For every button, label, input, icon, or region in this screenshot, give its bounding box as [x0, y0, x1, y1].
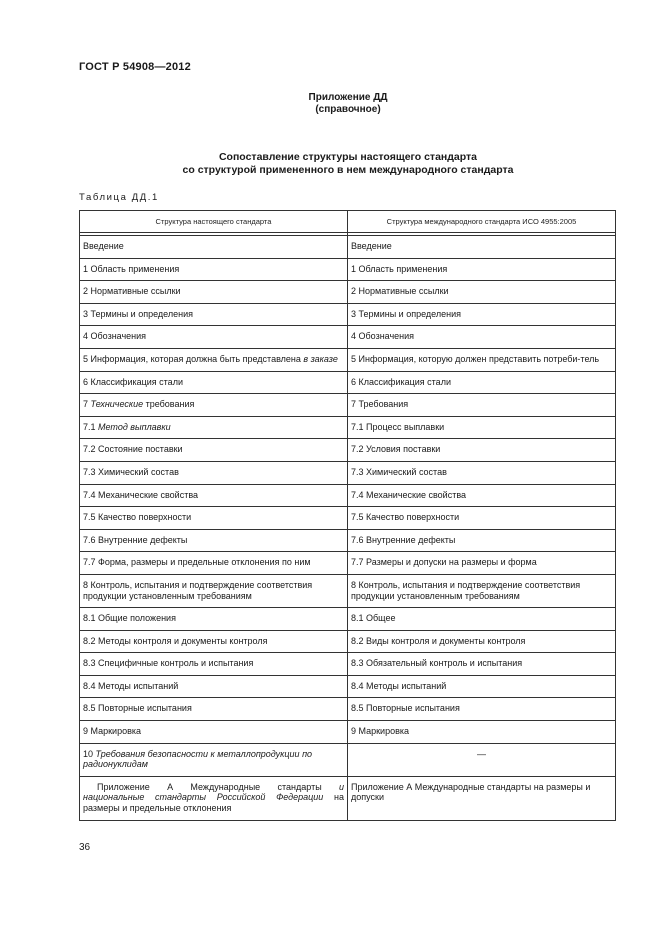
cell-text: 5 Информация, которая должна быть представлена: [83, 353, 304, 364]
cell-text: Введение: [83, 241, 124, 251]
table-row: [80, 529, 616, 552]
cell-text: 7.7 Размеры и допуски на размеры и форма: [351, 557, 537, 568]
cell-this-standard: [80, 698, 348, 721]
cell-this-standard: [80, 675, 348, 698]
cell-this-standard: [80, 461, 348, 484]
table-row: [80, 608, 616, 631]
cell-this-standard: [80, 258, 348, 281]
cell-international-standard: [348, 258, 616, 281]
table-row: [80, 776, 616, 820]
cell-international-standard: [348, 461, 616, 484]
table-header-row: [80, 211, 616, 233]
cell-text: 5 Информация, которую должен представить потреби-тель: [351, 353, 600, 364]
cell-text: 8.3 Специфичные контроль и испытания: [83, 658, 254, 669]
cell-text: 9 Маркировка: [83, 726, 142, 737]
cell-text: 2 Нормативные ссылки: [351, 286, 449, 297]
cell-this-standard: [80, 348, 348, 371]
cell-text: 3 Термины и определения: [83, 308, 193, 319]
cell-this-standard: [80, 371, 348, 394]
standard-designation: ГОСТ Р 54908—2012: [79, 61, 191, 73]
cell-text-italic: в заказе: [303, 353, 338, 364]
cell-text: 7: [83, 399, 91, 410]
cell-text: 7.3 Химический состав: [351, 466, 447, 477]
cell-text: 7 Требования: [351, 399, 409, 410]
cell-text-italic: Требования безопасности к металлопродукции по радионуклидам: [83, 748, 313, 770]
header-this-standard: Структура настоящего стандарта: [80, 211, 348, 233]
comparison-table: [79, 210, 616, 821]
cell-this-standard: [80, 574, 348, 607]
table-row: [80, 439, 616, 462]
table-row: [80, 653, 616, 676]
cell-text: 6 Классификация стали: [83, 376, 183, 387]
cell-text: на размеры и предельные отклонения: [83, 792, 344, 814]
cell-text: 4 Обозначения: [351, 331, 415, 342]
cell-this-standard: [80, 721, 348, 744]
cell-international-standard: [348, 776, 616, 820]
cell-international-standard: [348, 281, 616, 304]
cell-this-standard: [80, 439, 348, 462]
cell-text: 8.2 Виды контроля и документы контроля: [351, 635, 526, 646]
cell-this-standard: [80, 281, 348, 304]
cell-text: 7.4 Механические свойства: [351, 489, 467, 500]
cell-text: 7.2 Условия поставки: [351, 444, 441, 455]
title-line-2: со структурой примененного в нем международного стандарта: [182, 164, 514, 176]
cell-this-standard: [80, 416, 348, 439]
table-row: [80, 743, 616, 776]
cell-international-standard: [348, 698, 616, 721]
cell-text: 8.5 Повторные испытания: [83, 703, 192, 714]
table-row: [80, 303, 616, 326]
cell-this-standard: [80, 552, 348, 575]
cell-text: требования: [143, 399, 195, 410]
cell-text: 7.5 Качество поверхности: [351, 512, 460, 523]
page-number: 36: [79, 842, 91, 853]
cell-text: 8.5 Повторные испытания: [351, 703, 460, 714]
table-row: [80, 258, 616, 281]
table-row: [80, 416, 616, 439]
table-row: [80, 281, 616, 304]
cell-this-standard: [80, 776, 348, 820]
cell-international-standard: [348, 507, 616, 530]
table-row: [80, 721, 616, 744]
table-row: [80, 236, 616, 259]
cell-text: 7.6 Внутренние дефекты: [351, 534, 456, 545]
table-row: [80, 698, 616, 721]
cell-text: 8.1 Общие положения: [83, 613, 176, 624]
cell-this-standard: [80, 653, 348, 676]
cell-text: 7.5 Качество поверхности: [83, 512, 192, 523]
cell-text: 1 Область применения: [351, 263, 448, 274]
cell-text: 8.1 Общее: [351, 613, 396, 624]
cell-text: 8.4 Методы испытаний: [351, 680, 447, 691]
table-row: [80, 484, 616, 507]
cell-international-standard: [348, 439, 616, 462]
cell-text-italic: Метод выплавки: [98, 421, 171, 432]
cell-text: 7.2 Состояние поставки: [83, 444, 183, 455]
cell-text-italic: и национальные стандарты Российской Федерации: [83, 781, 344, 803]
cell-this-standard: [80, 394, 348, 417]
cell-international-standard: [348, 484, 616, 507]
cell-international-standard: [348, 630, 616, 653]
cell-international-standard: [348, 675, 616, 698]
cell-international-standard: [348, 721, 616, 744]
cell-text: 2 Нормативные ссылки: [83, 286, 181, 297]
cell-this-standard: [80, 608, 348, 631]
cell-international-standard: [348, 608, 616, 631]
cell-international-standard: [348, 416, 616, 439]
cell-text: —: [477, 748, 486, 759]
cell-international-standard: [348, 303, 616, 326]
cell-text: 4 Обозначения: [83, 331, 147, 342]
cell-this-standard: [80, 630, 348, 653]
cell-international-standard: [348, 552, 616, 575]
cell-text: 8.3 Обязательный контроль и испытания: [351, 658, 523, 669]
table-row: [80, 348, 616, 371]
table-row: [80, 507, 616, 530]
cell-international-standard: [348, 653, 616, 676]
cell-text: 9 Маркировка: [351, 726, 410, 737]
cell-text: 3 Термины и определения: [351, 308, 461, 319]
cell-text: 7.4 Механические свойства: [83, 489, 199, 500]
cell-this-standard: [80, 484, 348, 507]
cell-text: 1 Область применения: [83, 263, 180, 274]
cell-text: 8.4 Методы испытаний: [83, 680, 179, 691]
table-row: [80, 675, 616, 698]
table-row: [80, 394, 616, 417]
annex-heading: [0, 92, 661, 116]
cell-text: Введение: [351, 241, 392, 251]
cell-text: 7.1 Процесс выплавки: [351, 421, 445, 432]
cell-this-standard: [80, 326, 348, 349]
title-line-1: Сопоставление структуры настоящего стандарта: [218, 151, 478, 163]
cell-international-standard: [348, 743, 616, 776]
cell-this-standard: [80, 743, 348, 776]
cell-international-standard: [348, 529, 616, 552]
cell-international-standard: [348, 574, 616, 607]
annex-subtitle: (справочное): [315, 104, 381, 115]
cell-text: 7.1: [83, 421, 99, 432]
table-row: [80, 574, 616, 607]
cell-this-standard: [80, 529, 348, 552]
cell-international-standard: [348, 371, 616, 394]
table-row: [80, 552, 616, 575]
cell-this-standard: [80, 507, 348, 530]
cell-text: Приложение А Международные стандарты: [97, 781, 339, 792]
cell-international-standard: [348, 326, 616, 349]
cell-text: 8.2 Методы контроля и документы контроля: [83, 635, 268, 646]
document-title: [0, 151, 661, 177]
cell-international-standard: [348, 348, 616, 371]
cell-this-standard: [80, 303, 348, 326]
table-body: [80, 233, 616, 821]
table-row: [80, 326, 616, 349]
table-row: [80, 371, 616, 394]
cell-text: Приложение А Международные стандарты на размеры и допуски: [351, 781, 591, 803]
cell-text: 7.7 Форма, размеры и предельные отклонения по ним: [83, 557, 311, 568]
cell-international-standard: [348, 394, 616, 417]
cell-this-standard: [80, 236, 348, 259]
annex-title: Приложение ДД: [308, 92, 388, 103]
table-row: [80, 461, 616, 484]
cell-text: 8 Контроль, испытания и подтверждение соответствия продукции установленным требованиям: [351, 579, 581, 601]
cell-text: 8 Контроль, испытания и подтверждение соответствия продукции установленным требованиям: [83, 579, 313, 601]
table-caption: Таблица ДД.1: [79, 192, 159, 203]
cell-text-italic: Технические: [90, 399, 144, 410]
table-row: [80, 630, 616, 653]
cell-text: 7.3 Химический состав: [83, 466, 179, 477]
cell-text: 7.6 Внутренние дефекты: [83, 534, 188, 545]
cell-text: 6 Классификация стали: [351, 376, 451, 387]
header-international-standard: Структура международного стандарта ИСО 4955:2005: [348, 211, 616, 233]
cell-international-standard: [348, 236, 616, 259]
cell-text: 10: [83, 748, 96, 759]
